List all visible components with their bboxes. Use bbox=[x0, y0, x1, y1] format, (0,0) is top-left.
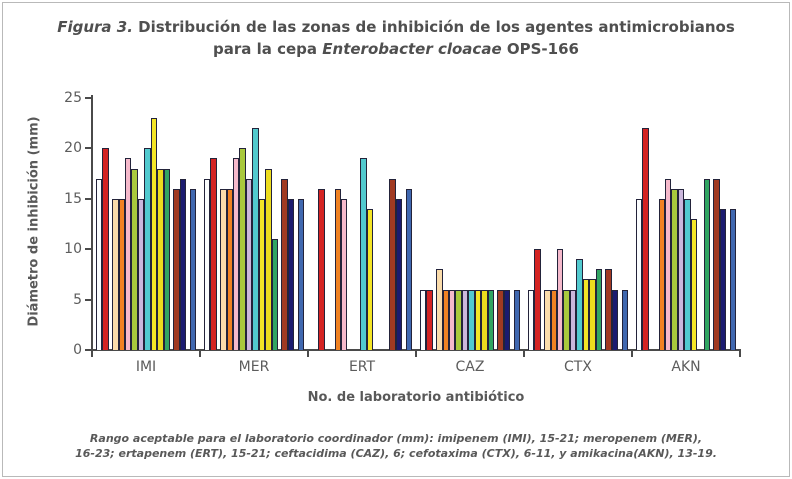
x-category-label-mer: MER bbox=[238, 359, 270, 375]
x-tick bbox=[307, 351, 309, 357]
y-tick-label: 20 bbox=[64, 140, 82, 157]
bar-group-mer bbox=[204, 96, 304, 350]
title-line-1: Figura 3. Distribución de las zonas de inhibición de los agentes antimicrobianos bbox=[57, 18, 735, 36]
bar-slot bbox=[730, 96, 736, 350]
x-tick bbox=[415, 351, 417, 357]
bar-akn-series-14 bbox=[730, 209, 736, 350]
bar-slot bbox=[622, 96, 628, 350]
y-tick bbox=[85, 248, 91, 250]
bar-ctx-series-14 bbox=[622, 290, 628, 350]
bar-slot bbox=[406, 96, 412, 350]
y-axis-title: Diámetro de inhibición (mm) bbox=[26, 116, 42, 327]
strain-name: Enterobacter cloacae bbox=[322, 40, 502, 58]
x-axis-title: No. de laboratorio antibiótico bbox=[307, 390, 525, 405]
bar-mer-series-14 bbox=[298, 199, 304, 350]
x-tick bbox=[523, 351, 525, 357]
y-axis-line bbox=[91, 95, 93, 351]
x-category-label-imi: IMI bbox=[135, 359, 157, 375]
bar-slot bbox=[190, 96, 196, 350]
x-category-label-ert: ERT bbox=[348, 359, 376, 375]
title-line-2: para la cepa Enterobacter cloacae OPS-166 bbox=[213, 40, 579, 58]
y-tick-label: 25 bbox=[64, 90, 82, 106]
x-category-label-akn: AKN bbox=[671, 359, 701, 375]
y-tick-label: 0 bbox=[73, 342, 82, 358]
footnote-line-1: Rango aceptable para el laboratorio coordinador (mm): imipenem (IMI), 15-21; meropenem (MER), bbox=[89, 432, 703, 445]
bar-group-imi bbox=[96, 96, 196, 350]
bar-group-ctx bbox=[528, 96, 628, 350]
footnote bbox=[0, 431, 792, 461]
figure-label: Figura 3. bbox=[57, 18, 133, 36]
bar-caz-series-14 bbox=[514, 290, 520, 350]
bar-slot bbox=[298, 96, 304, 350]
y-tick bbox=[85, 147, 91, 149]
y-tick bbox=[85, 97, 91, 99]
bar-slot bbox=[514, 96, 520, 350]
y-tick-label: 10 bbox=[64, 241, 82, 258]
footnote-line-2: 16-23; ertapenem (ERT), 15-21; ceftacidima (CAZ), 6; cefotaxima (CTX), 6-11, y amikacina(AKN), 13-19. bbox=[75, 447, 717, 460]
bar-group-akn bbox=[636, 96, 736, 350]
y-tick-label: 15 bbox=[64, 190, 82, 207]
x-tick bbox=[631, 351, 633, 357]
bar-imi-series-14 bbox=[190, 189, 196, 350]
y-tick bbox=[85, 299, 91, 301]
bar-group-ert bbox=[312, 96, 412, 350]
y-tick bbox=[85, 198, 91, 200]
bar-ert-series-14 bbox=[406, 189, 412, 350]
bar-group-caz bbox=[420, 96, 520, 350]
y-tick-label: 5 bbox=[73, 291, 82, 308]
x-tick bbox=[91, 351, 93, 357]
x-category-label-ctx: CTX bbox=[564, 359, 592, 375]
x-tick bbox=[199, 351, 201, 357]
x-tick bbox=[739, 351, 741, 357]
x-category-label-caz: CAZ bbox=[455, 359, 485, 375]
